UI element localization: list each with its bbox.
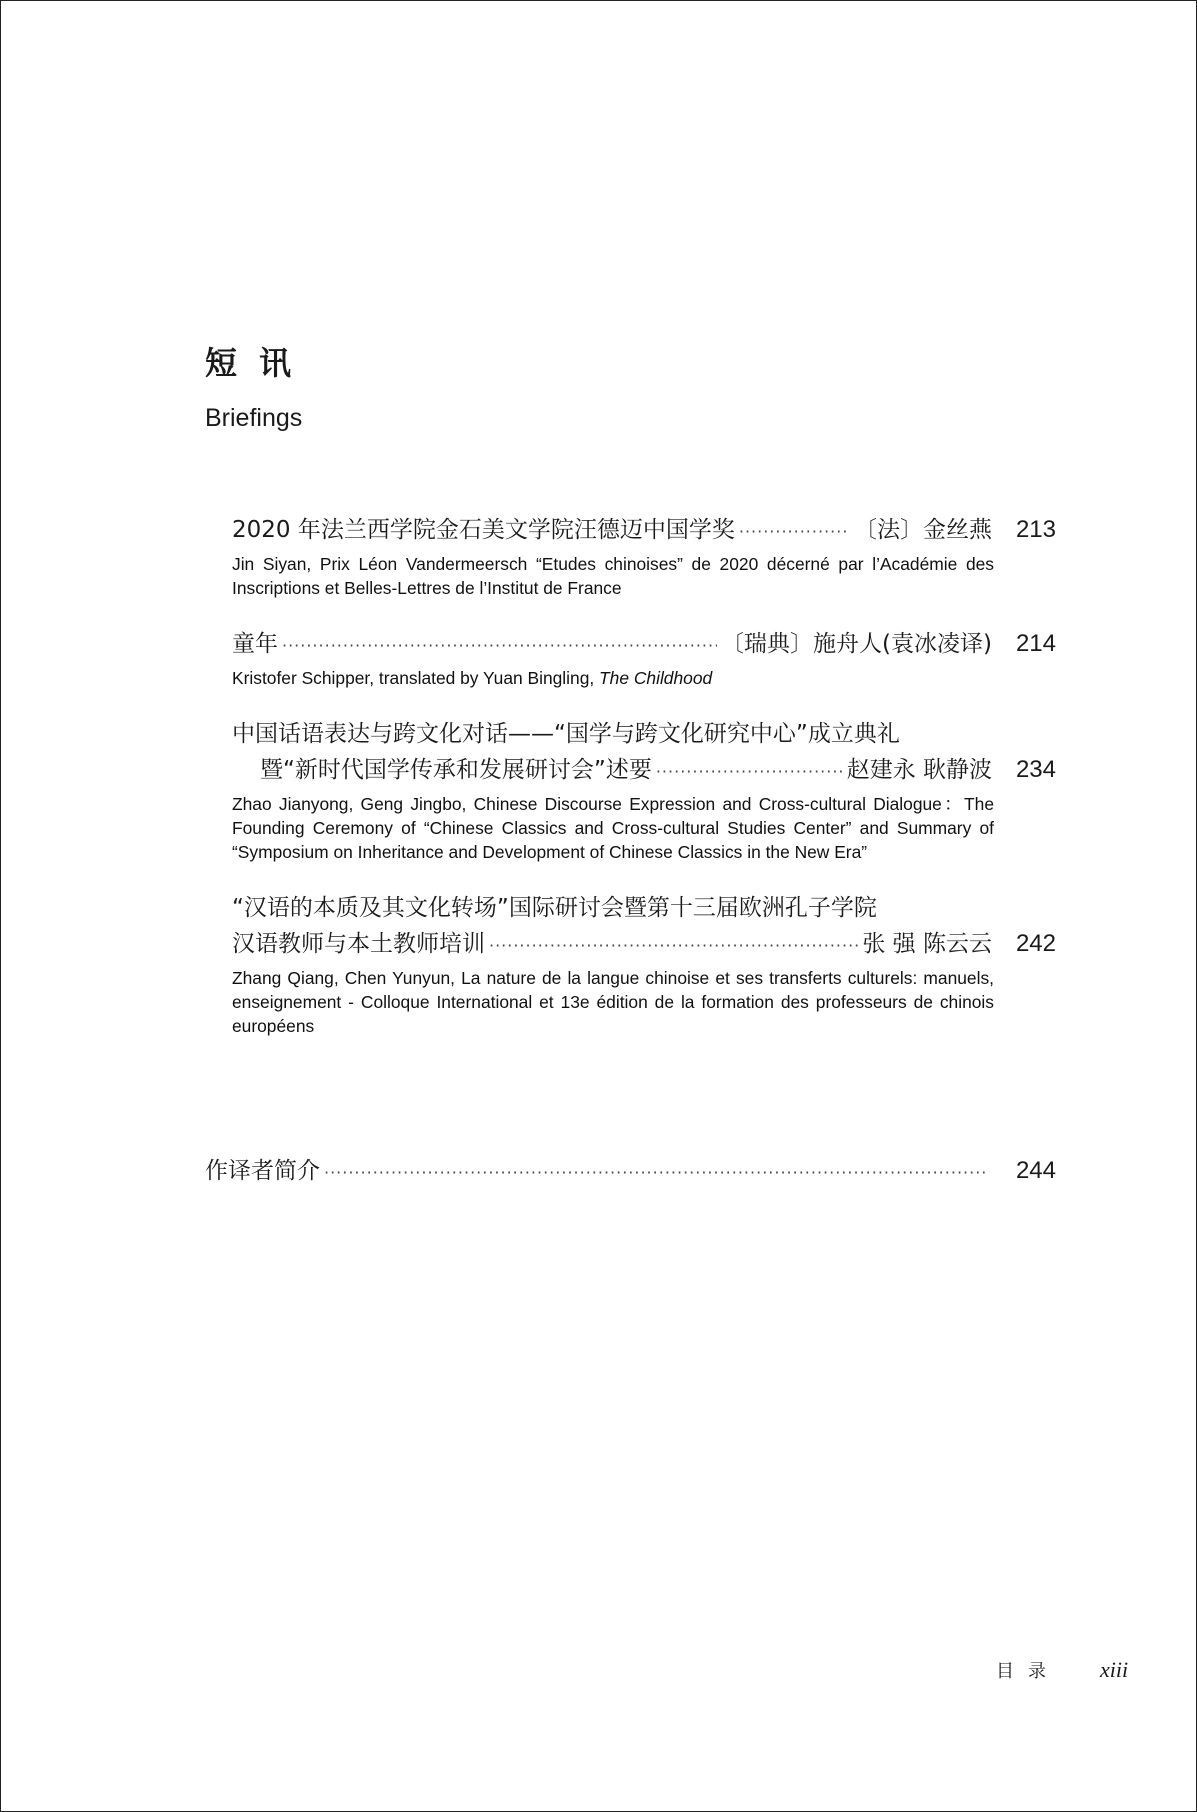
leader-dots — [282, 628, 717, 664]
toc-entry-line — [232, 626, 1056, 664]
entry-english-title: Kristofer Schipper, translated by Yuan Bingling, The Childhood — [232, 668, 713, 688]
entry-title: 童年 — [232, 631, 278, 657]
section-title-en: Briefings — [205, 404, 303, 432]
toc-entry-line — [232, 890, 1056, 926]
toc-entries — [232, 512, 1056, 1064]
entry-english-title: Zhang Qiang, Chen Yunyun, La nature de la langue chinoise et ses transferts culturels: manuels, enseignement - Colloque International et 13e édition de la formation des professeurs de chinois européens — [232, 968, 994, 1036]
entry-author: 张 强 陈云云 — [862, 931, 992, 957]
page-footer — [996, 1657, 1128, 1683]
footer-page-number: xiii — [1100, 1657, 1129, 1682]
entry-title: 2020 年法兰西学院金石美文学院汪德迈中国学奖 — [232, 517, 735, 543]
toc-entry[interactable] — [232, 716, 1056, 864]
entry-author: 〔法〕金丝燕 — [854, 517, 992, 543]
leader-dots — [656, 754, 843, 790]
entry-title: 暨“新时代国学传承和发展研讨会”述要 — [260, 757, 652, 783]
entry-english-title: Jin Siyan, Prix Léon Vandermeersch “Etudes chinoises” de 2020 décerné par l’Académie des Inscriptions et Belles-Lettres de l’Institut de France — [232, 554, 994, 598]
toc-entry-line — [232, 752, 1056, 790]
section-title-cn: 短讯 — [205, 344, 314, 382]
leader-dots — [324, 1155, 988, 1191]
entry-author: 赵建永 耿静波 — [846, 757, 992, 783]
entry-page-number[interactable]: 213 — [1015, 516, 1056, 543]
footer-section-label: 目录 — [996, 1661, 1060, 1682]
entry-page-number[interactable]: 234 — [1015, 756, 1056, 783]
toc-entry-line — [232, 716, 1056, 752]
entry-english-title: Zhao Jianyong, Geng Jingbo, Chinese Discourse Expression and Cross-cultural Dialogue：The Founding Ceremony of “Chinese Classics and Cross-cultural Studies Center” and Summary of “Symposium on Inheritance and Development of Chinese Classics in the New Era” — [232, 794, 994, 862]
leader-dots — [739, 514, 850, 550]
toc-entry[interactable] — [232, 626, 1056, 690]
contributors-title: 作译者简介 — [205, 1158, 320, 1184]
entry-title: “汉语的本质及其文化转场”国际研讨会暨第十三届欧洲孔子学院 — [232, 895, 877, 921]
toc-entry-line — [232, 512, 1056, 550]
contributors-page-number[interactable]: 244 — [1015, 1157, 1056, 1184]
contributors-entry[interactable] — [205, 1153, 1056, 1191]
entry-title: 中国话语表达与跨文化对话——“国学与跨文化研究中心”成立典礼 — [232, 721, 900, 747]
entry-author: 〔瑞典〕施舟人(袁冰凌译) — [721, 631, 992, 657]
toc-entry[interactable] — [232, 890, 1056, 1038]
leader-dots — [489, 928, 858, 964]
entry-page-number[interactable]: 242 — [1015, 930, 1056, 957]
entry-title: 汉语教师与本土教师培训 — [232, 931, 485, 957]
toc-entry-line — [232, 926, 1056, 964]
entry-page-number[interactable]: 214 — [1015, 630, 1056, 657]
toc-entry[interactable] — [232, 512, 1056, 600]
